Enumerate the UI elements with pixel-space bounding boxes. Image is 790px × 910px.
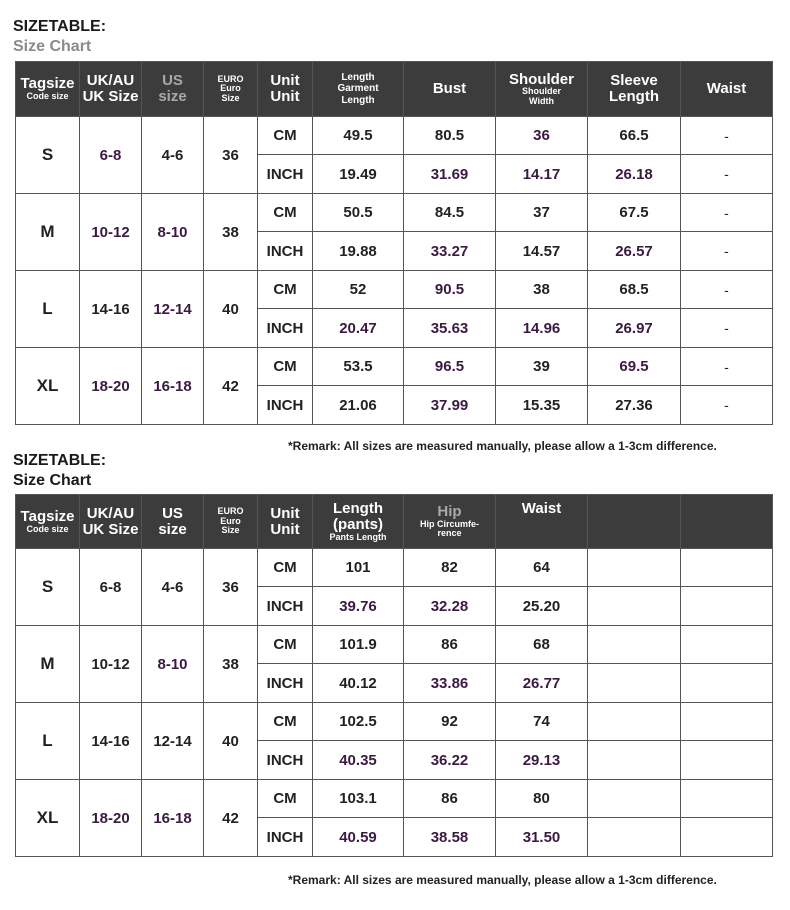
header-us: US size [142, 62, 204, 117]
empty-cell [681, 587, 773, 626]
uk-size-cell: 14-16 [80, 703, 142, 780]
unit-cell: INCH [258, 232, 313, 271]
empty-cell [681, 549, 773, 587]
bottom-header-row [16, 495, 773, 549]
us-size-cell: 16-18 [142, 348, 204, 425]
length-cell: 19.88 [313, 232, 404, 271]
bottom-size-table [15, 494, 773, 857]
unit-cell: CM [258, 780, 313, 818]
header-hip: Hip Hip Circumfe- rence [404, 495, 496, 549]
bust-cell: 31.69 [404, 155, 496, 194]
bottom-subtitle: Size Chart [13, 472, 92, 489]
table-row [16, 271, 773, 309]
header-bust: Bust [404, 62, 496, 117]
shoulder-cell: 14.96 [496, 309, 588, 348]
empty-cell [588, 818, 681, 857]
table-row [16, 117, 773, 155]
us-size-cell: 4-6 [142, 117, 204, 194]
table-row [16, 780, 773, 818]
uk-size-cell: 10-12 [80, 626, 142, 703]
top-size-table [15, 61, 773, 425]
tag-size-cell: M [16, 194, 80, 271]
unit-cell: CM [258, 271, 313, 309]
waist-cell: 29.13 [496, 741, 588, 780]
header-euro: EURO Euro Size [204, 495, 258, 549]
length-cell: 40.59 [313, 818, 404, 857]
header-waist: Waist [681, 62, 773, 117]
sleeve-cell: 66.5 [588, 117, 681, 155]
table-row [16, 549, 773, 587]
header-euro: EURO Euro Size [204, 62, 258, 117]
unit-cell: INCH [258, 818, 313, 857]
waist-cell: - [681, 155, 773, 194]
shoulder-cell: 36 [496, 117, 588, 155]
length-cell: 39.76 [313, 587, 404, 626]
hip-cell: 33.86 [404, 664, 496, 703]
waist-cell: - [681, 194, 773, 232]
length-cell: 19.49 [313, 155, 404, 194]
shoulder-cell: 38 [496, 271, 588, 309]
sleeve-cell: 27.36 [588, 386, 681, 425]
top-subtitle: Size Chart [13, 38, 92, 55]
us-size-cell: 8-10 [142, 194, 204, 271]
length-cell: 40.35 [313, 741, 404, 780]
unit-cell: INCH [258, 741, 313, 780]
length-cell: 102.5 [313, 703, 404, 741]
sleeve-cell: 26.18 [588, 155, 681, 194]
us-size-cell: 16-18 [142, 780, 204, 857]
empty-cell [588, 703, 681, 741]
header-empty [588, 495, 681, 549]
empty-cell [588, 626, 681, 664]
bottom-remark: *Remark: All sizes are measured manually, please allow a 1-3cm difference. [288, 873, 717, 887]
length-cell: 101.9 [313, 626, 404, 664]
hip-cell: 36.22 [404, 741, 496, 780]
unit-cell: INCH [258, 587, 313, 626]
sleeve-cell: 69.5 [588, 348, 681, 386]
shoulder-cell: 37 [496, 194, 588, 232]
length-cell: 52 [313, 271, 404, 309]
tag-size-cell: M [16, 626, 80, 703]
bust-cell: 84.5 [404, 194, 496, 232]
uk-size-cell: 10-12 [80, 194, 142, 271]
waist-cell: 31.50 [496, 818, 588, 857]
unit-cell: CM [258, 626, 313, 664]
shoulder-cell: 14.17 [496, 155, 588, 194]
waist-cell: - [681, 232, 773, 271]
hip-cell: 92 [404, 703, 496, 741]
waist-cell: 74 [496, 703, 588, 741]
length-cell: 103.1 [313, 780, 404, 818]
bottom-heading [13, 451, 106, 491]
euro-size-cell: 40 [204, 703, 258, 780]
empty-cell [681, 818, 773, 857]
unit-cell: INCH [258, 155, 313, 194]
empty-cell [681, 664, 773, 703]
header-tagsize: Tagsize Code size [16, 495, 80, 549]
top-heading [13, 17, 106, 57]
tag-size-cell: XL [16, 348, 80, 425]
euro-size-cell: 42 [204, 780, 258, 857]
tag-size-cell: S [16, 549, 80, 626]
uk-size-cell: 18-20 [80, 348, 142, 425]
us-size-cell: 12-14 [142, 271, 204, 348]
euro-size-cell: 38 [204, 626, 258, 703]
bust-cell: 80.5 [404, 117, 496, 155]
sleeve-cell: 26.57 [588, 232, 681, 271]
bust-cell: 35.63 [404, 309, 496, 348]
empty-cell [588, 780, 681, 818]
unit-cell: INCH [258, 309, 313, 348]
hip-cell: 86 [404, 626, 496, 664]
header-us: US size [142, 495, 204, 549]
waist-cell: - [681, 348, 773, 386]
waist-cell: 68 [496, 626, 588, 664]
empty-cell [588, 549, 681, 587]
header-length: Length (pants) Pants Length [313, 495, 404, 549]
empty-cell [588, 664, 681, 703]
euro-size-cell: 38 [204, 194, 258, 271]
waist-cell: - [681, 309, 773, 348]
table-row [16, 703, 773, 741]
sleeve-cell: 68.5 [588, 271, 681, 309]
tag-size-cell: S [16, 117, 80, 194]
header-shoulder: Shoulder Shoulder Width [496, 62, 588, 117]
unit-cell: CM [258, 348, 313, 386]
us-size-cell: 12-14 [142, 703, 204, 780]
waist-cell: 64 [496, 549, 588, 587]
euro-size-cell: 36 [204, 549, 258, 626]
empty-cell [681, 703, 773, 741]
shoulder-cell: 39 [496, 348, 588, 386]
unit-cell: CM [258, 117, 313, 155]
top-title: SIZETABLE: [13, 18, 107, 35]
us-size-cell: 4-6 [142, 549, 204, 626]
empty-cell [588, 741, 681, 780]
euro-size-cell: 36 [204, 117, 258, 194]
bust-cell: 96.5 [404, 348, 496, 386]
waist-cell: 80 [496, 780, 588, 818]
empty-cell [681, 626, 773, 664]
unit-cell: CM [258, 194, 313, 232]
shoulder-cell: 14.57 [496, 232, 588, 271]
top-header-row [16, 62, 773, 117]
empty-cell [588, 587, 681, 626]
hip-cell: 38.58 [404, 818, 496, 857]
header-unit: Unit Unit [258, 495, 313, 549]
waist-cell: 25.20 [496, 587, 588, 626]
header-uk: UK/AU UK Size [80, 495, 142, 549]
uk-size-cell: 14-16 [80, 271, 142, 348]
waist-cell: - [681, 271, 773, 309]
waist-cell: 26.77 [496, 664, 588, 703]
unit-cell: INCH [258, 386, 313, 425]
uk-size-cell: 6-8 [80, 549, 142, 626]
header-length: Length Garment Length [313, 62, 404, 117]
shoulder-cell: 15.35 [496, 386, 588, 425]
us-size-cell: 8-10 [142, 626, 204, 703]
tag-size-cell: XL [16, 780, 80, 857]
empty-cell [681, 741, 773, 780]
tag-size-cell: L [16, 271, 80, 348]
header-empty [681, 495, 773, 549]
tag-size-cell: L [16, 703, 80, 780]
unit-cell: CM [258, 703, 313, 741]
unit-cell: CM [258, 549, 313, 587]
header-sleeve: Sleeve Length [588, 62, 681, 117]
uk-size-cell: 18-20 [80, 780, 142, 857]
euro-size-cell: 42 [204, 348, 258, 425]
unit-cell: INCH [258, 664, 313, 703]
hip-cell: 82 [404, 549, 496, 587]
bust-cell: 37.99 [404, 386, 496, 425]
header-unit: Unit Unit [258, 62, 313, 117]
length-cell: 20.47 [313, 309, 404, 348]
table-row [16, 626, 773, 664]
uk-size-cell: 6-8 [80, 117, 142, 194]
hip-cell: 86 [404, 780, 496, 818]
length-cell: 21.06 [313, 386, 404, 425]
length-cell: 40.12 [313, 664, 404, 703]
header-uk: UK/AU UK Size [80, 62, 142, 117]
length-cell: 49.5 [313, 117, 404, 155]
top-remark: *Remark: All sizes are measured manually, please allow a 1-3cm difference. [288, 439, 717, 453]
length-cell: 50.5 [313, 194, 404, 232]
length-cell: 101 [313, 549, 404, 587]
waist-cell: - [681, 386, 773, 425]
table-row [16, 348, 773, 386]
header-waist: Waist [496, 495, 588, 549]
table-row [16, 194, 773, 232]
empty-cell [681, 780, 773, 818]
bust-cell: 90.5 [404, 271, 496, 309]
euro-size-cell: 40 [204, 271, 258, 348]
bottom-title: SIZETABLE: [13, 452, 107, 469]
bust-cell: 33.27 [404, 232, 496, 271]
header-tagsize: Tagsize Code size [16, 62, 80, 117]
length-cell: 53.5 [313, 348, 404, 386]
waist-cell: - [681, 117, 773, 155]
sleeve-cell: 26.97 [588, 309, 681, 348]
sleeve-cell: 67.5 [588, 194, 681, 232]
hip-cell: 32.28 [404, 587, 496, 626]
